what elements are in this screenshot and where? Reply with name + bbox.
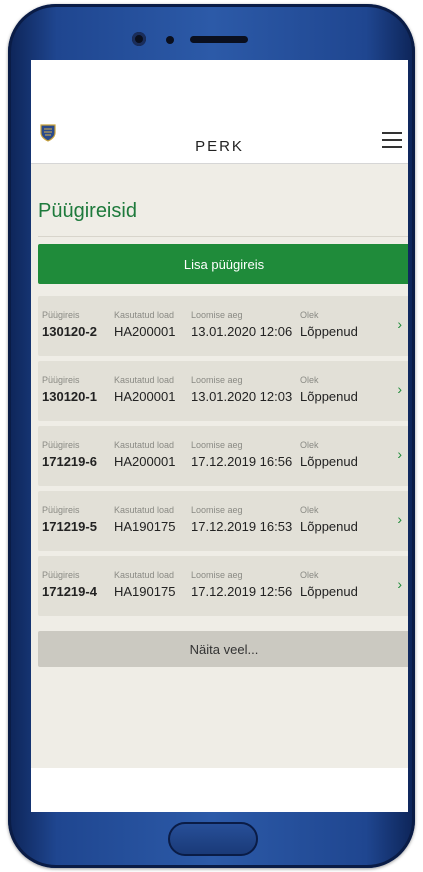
created-cell [191, 375, 292, 404]
status-cell [300, 570, 358, 599]
trip-id-label: Püügireis [42, 505, 80, 515]
add-trip-button[interactable]: Lisa püügireis [38, 244, 408, 284]
trip-id-value: 130120-1 [42, 389, 97, 404]
license-value: HA200001 [114, 389, 176, 404]
license-value: HA200001 [114, 324, 176, 339]
trip-list [38, 296, 408, 621]
created-cell [191, 440, 292, 469]
chevron-right-icon[interactable]: › [397, 511, 402, 527]
front-camera [132, 32, 146, 46]
status-value: Lõppenud [300, 584, 358, 599]
chevron-right-icon[interactable]: › [397, 576, 402, 592]
status-value: Lõppenud [300, 454, 358, 469]
trip-id-label: Püügireis [42, 570, 80, 580]
license-cell [114, 440, 175, 469]
trip-id-cell [42, 570, 97, 599]
created-cell [191, 505, 292, 534]
trip-id-label: Püügireis [42, 440, 80, 450]
status-label: Olek [300, 440, 319, 450]
status-label: Olek [300, 375, 319, 385]
phone-frame [8, 4, 415, 868]
created-label: Loomise aeg [191, 440, 243, 450]
trip-id-value: 171219-4 [42, 584, 97, 599]
created-value: 17.12.2019 16:56 [191, 454, 293, 469]
show-more-button[interactable]: Näita veel... [38, 631, 408, 667]
created-value: 17.12.2019 12:56 [191, 584, 293, 599]
trip-row[interactable] [38, 556, 408, 616]
app-title: PERK [195, 138, 244, 155]
trip-id-cell [42, 310, 97, 339]
license-label: Kasutatud load [114, 375, 175, 385]
trip-id-cell [42, 375, 97, 404]
created-cell [191, 570, 292, 599]
license-label: Kasutatud load [114, 440, 175, 450]
trip-id-value: 171219-6 [42, 454, 97, 469]
earpiece-speaker [190, 36, 248, 43]
status-label: Olek [300, 570, 319, 580]
trip-row[interactable] [38, 361, 408, 421]
status-value: Lõppenud [300, 519, 358, 534]
created-cell [191, 310, 292, 339]
phone-home-button[interactable] [168, 822, 258, 856]
status-cell [300, 310, 358, 339]
status-label: Olek [300, 310, 319, 320]
trip-id-cell [42, 440, 97, 469]
license-cell [114, 310, 175, 339]
main-content [31, 164, 408, 768]
trip-row[interactable] [38, 296, 408, 356]
created-label: Loomise aeg [191, 310, 243, 320]
phone-top-bezel [28, 14, 395, 60]
license-label: Kasutatud load [114, 505, 175, 515]
created-label: Loomise aeg [191, 570, 243, 580]
license-cell [114, 570, 175, 599]
trip-id-cell [42, 505, 97, 534]
license-value: HA190175 [114, 584, 176, 599]
license-label: Kasutatud load [114, 310, 175, 320]
hamburger-icon[interactable] [382, 132, 402, 148]
license-label: Kasutatud load [114, 570, 175, 580]
proximity-sensor [166, 36, 174, 44]
status-cell [300, 505, 358, 534]
license-value: HA200001 [114, 454, 176, 469]
chevron-right-icon[interactable]: › [397, 316, 402, 332]
trip-id-label: Püügireis [42, 310, 80, 320]
trip-id-value: 171219-5 [42, 519, 97, 534]
trip-row[interactable] [38, 426, 408, 486]
created-label: Loomise aeg [191, 375, 243, 385]
chevron-right-icon[interactable]: › [397, 446, 402, 462]
created-value: 17.12.2019 16:53 [191, 519, 293, 534]
page-title: Püügireisid [38, 200, 137, 222]
created-value: 13.01.2020 12:06 [191, 324, 293, 339]
license-cell [114, 505, 175, 534]
title-divider [38, 236, 408, 237]
app-header [31, 120, 408, 164]
created-value: 13.01.2020 12:03 [191, 389, 293, 404]
app-screen [31, 60, 408, 812]
status-label: Olek [300, 505, 319, 515]
status-cell [300, 440, 358, 469]
status-value: Lõppenud [300, 324, 358, 339]
chevron-right-icon[interactable]: › [397, 381, 402, 397]
license-value: HA190175 [114, 519, 176, 534]
status-cell [300, 375, 358, 404]
created-label: Loomise aeg [191, 505, 243, 515]
trip-row[interactable] [38, 491, 408, 551]
trip-id-label: Püügireis [42, 375, 80, 385]
status-value: Lõppenud [300, 389, 358, 404]
license-cell [114, 375, 175, 404]
trip-id-value: 130120-2 [42, 324, 97, 339]
